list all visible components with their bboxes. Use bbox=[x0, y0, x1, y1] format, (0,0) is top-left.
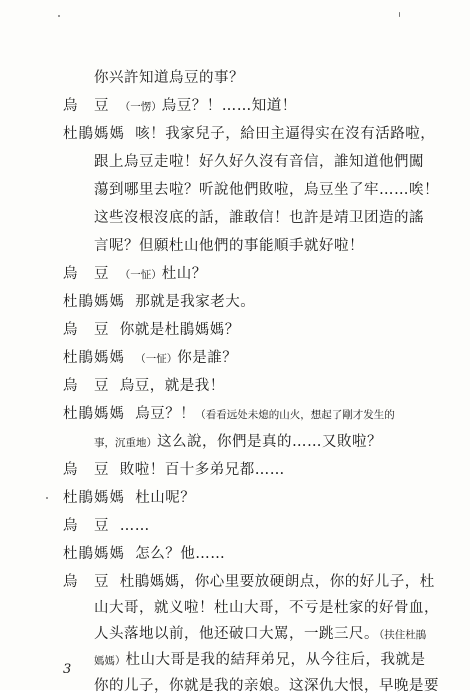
script-line bbox=[94, 208, 424, 228]
dialogue-text: …… bbox=[119, 518, 150, 534]
dialogue-text: 怎么？他…… bbox=[135, 546, 226, 562]
dialogue-text: 杜鵑媽媽，你心里要放硬朗点，你的好儿子，杜 bbox=[119, 574, 435, 590]
script-line bbox=[63, 488, 195, 508]
speaker-name: 杜鵑媽媽 bbox=[63, 490, 125, 506]
script-line bbox=[63, 376, 225, 396]
dialogue-text: 杜山大哥是我的結拜弟兄，从今往后，我就是 bbox=[125, 652, 426, 668]
script-line bbox=[63, 544, 225, 564]
speaker-name: 烏 豆 bbox=[63, 322, 110, 338]
print-speck bbox=[58, 15, 60, 17]
script-line bbox=[94, 68, 244, 88]
dialogue-text: 烏豆，就是我！ bbox=[119, 378, 225, 394]
dialogue-text: 这些沒根沒底的話，誰敢信！也許是靖卫团造的謠 bbox=[94, 210, 424, 226]
script-line bbox=[63, 516, 150, 536]
stage-direction: （看看远处未熄的山火，想起了剛才发生的 bbox=[195, 409, 395, 421]
speaker-name: 烏 豆 bbox=[63, 518, 110, 534]
dialogue-text: 人头落地以前，他还破口大罵，一跳三尺。 bbox=[94, 626, 379, 642]
script-line bbox=[63, 292, 255, 312]
script-line bbox=[94, 598, 439, 618]
dialogue-text: 你是誰？ bbox=[177, 350, 238, 366]
dialogue-text: 言呢？但願杜山他們的事能順手就好啦！ bbox=[94, 238, 364, 254]
dialogue-text: 这么說，你們是真的……又敗啦？ bbox=[157, 434, 382, 450]
dialogue-text: 那就是我家老大。 bbox=[135, 294, 256, 310]
script-line bbox=[63, 96, 297, 117]
stage-direction: 媽媽） bbox=[94, 655, 126, 667]
script-line bbox=[94, 236, 364, 256]
script-line bbox=[63, 572, 435, 592]
script-line bbox=[94, 180, 439, 200]
dialogue-text: 烏豆？！ bbox=[135, 406, 196, 422]
dialogue-text: 杜山呢？ bbox=[135, 490, 196, 506]
dialogue-text: 你就是杜鵑媽媽？ bbox=[119, 322, 240, 338]
speaker-name: 烏 豆 bbox=[63, 462, 110, 478]
dialogue-text: 山大哥，就义啦！杜山大哥，不亏是杜家的好骨血， bbox=[94, 600, 439, 616]
speaker-name: 烏 豆 bbox=[63, 378, 110, 394]
stage-direction: （扶住杜鵑 bbox=[379, 629, 427, 641]
print-speck bbox=[46, 497, 48, 499]
speaker-name: 杜鵑媽媽 bbox=[63, 294, 125, 310]
speaker-name: 烏 豆 bbox=[63, 574, 110, 590]
dialogue-text: 烏豆？！……知道！ bbox=[161, 98, 297, 114]
dialogue-text: 咳！我家兒子，給田主逼得实在沒有活路啦， bbox=[135, 126, 436, 142]
stage-direction: 事，沉重地） bbox=[94, 437, 157, 449]
script-line bbox=[63, 348, 237, 369]
speaker-name: 杜鵑媽媽 bbox=[63, 126, 125, 142]
stage-direction: （一愣） bbox=[119, 101, 162, 113]
speaker-name: 烏 豆 bbox=[63, 98, 110, 114]
script-line bbox=[63, 264, 207, 285]
print-speck bbox=[399, 12, 400, 17]
script-line bbox=[94, 676, 439, 696]
dialogue-text: 你的儿子，你就是我的亲娘。这深仇大恨，早晚是要 bbox=[94, 678, 439, 694]
script-line bbox=[94, 624, 426, 645]
dialogue-text: 敗啦！百十多弟兄都…… bbox=[119, 462, 285, 478]
script-line bbox=[94, 152, 424, 172]
script-line bbox=[63, 404, 395, 425]
script-line bbox=[63, 460, 285, 480]
dialogue-text: 杜山？ bbox=[161, 266, 207, 282]
stage-direction: （一怔） bbox=[135, 353, 178, 365]
script-line bbox=[94, 432, 382, 453]
script-line bbox=[63, 124, 435, 144]
dialogue-text: 蕩到哪里去啦？听說他們敗啦，烏豆坐了牢……唉！ bbox=[94, 182, 439, 198]
page-number: 3 bbox=[63, 662, 72, 677]
stage-direction: （一怔） bbox=[119, 269, 162, 281]
speaker-name: 杜鵑媽媽 bbox=[63, 406, 125, 422]
speaker-name: 杜鵑媽媽 bbox=[63, 546, 125, 562]
speaker-name: 杜鵑媽媽 bbox=[63, 350, 125, 366]
dialogue-text: 跟上烏豆走啦！好久好久沒有音信，誰知道他們闖 bbox=[94, 154, 424, 170]
script-line bbox=[63, 320, 240, 340]
script-line bbox=[94, 650, 426, 671]
dialogue-text: 你兴許知道烏豆的事？ bbox=[94, 70, 244, 86]
speaker-name: 烏 豆 bbox=[63, 266, 110, 282]
